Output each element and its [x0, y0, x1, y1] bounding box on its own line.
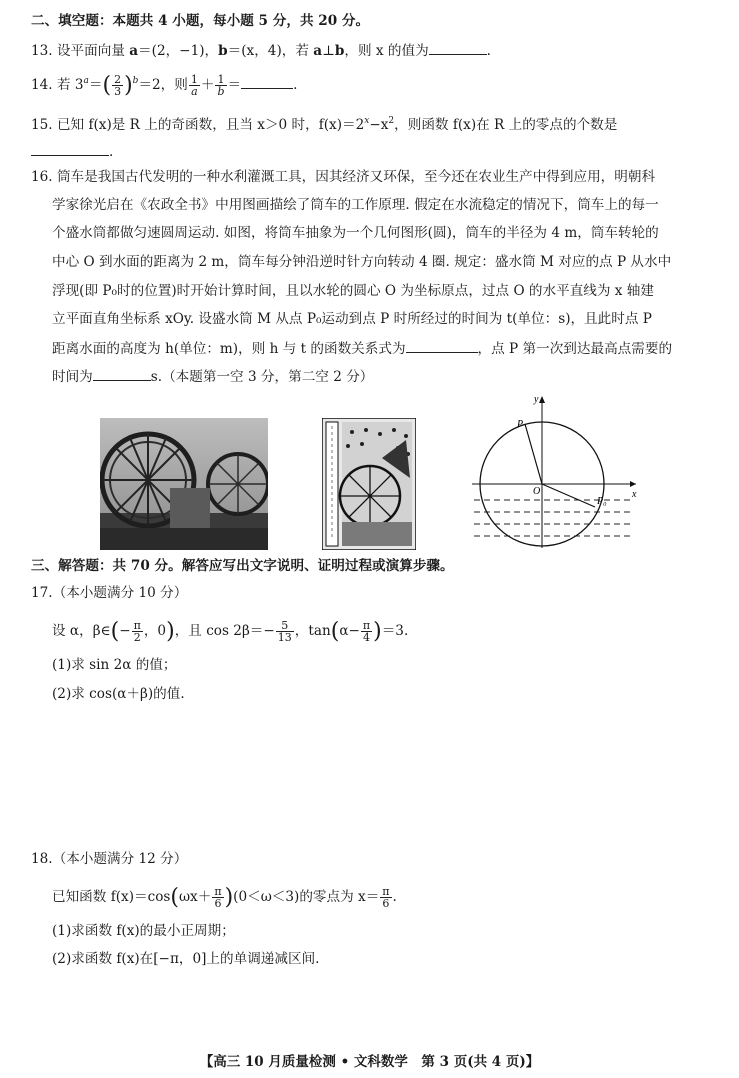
coordinate-diagram: [470, 392, 642, 552]
q13-vector-b2: b: [334, 43, 345, 59]
radius-op0: [542, 484, 595, 507]
q13-eq2: ＝(x，4)，若: [227, 43, 314, 59]
q17-condition: [52, 620, 408, 643]
y-axis-label: y: [534, 394, 539, 405]
q17-part-2: (2)求 cos(α＋β)的值.: [52, 686, 185, 702]
q18-paren-close: ): [224, 885, 234, 910]
q14-paren-open: (: [102, 73, 112, 98]
q18-stmt-a: 已知函数 f(x)＝cos: [52, 889, 171, 905]
q17-five: 5: [276, 620, 294, 632]
q17-pi: π: [133, 619, 141, 632]
q17-frac-pi-4: [361, 620, 372, 643]
q14-frac2-num: 1: [215, 74, 226, 86]
x-axis-label: x: [632, 489, 637, 500]
q16-line-4: 中心 O 到水面的距离为 2 m，筒车每分钟沿逆时针方向转动 4 圈. 规定：盛水筒 M 对应的点 P 从水中: [52, 254, 672, 270]
q17-paren-open: (: [110, 619, 120, 644]
q17-cond-g: ＝3.: [381, 623, 409, 639]
q18-pi: π: [214, 885, 222, 898]
q18-frac-pi-6: [212, 886, 223, 909]
q18-stmt-c: (0＜ω＜3)的零点为 x＝: [233, 889, 380, 905]
q17-two: 2: [133, 631, 141, 644]
q17-cond-a: 设 α，β∈: [52, 623, 111, 639]
question-13: [31, 40, 491, 60]
q14-frac-num: 2: [114, 73, 122, 86]
q13-prefix: 13. 设平面向量: [31, 43, 130, 59]
q17-cond-e: ，tan: [294, 623, 331, 639]
q17-paren2-open: (: [330, 619, 340, 644]
q15-text-b: −x: [369, 117, 389, 133]
q13-perp: ⊥: [322, 43, 335, 59]
q18-six-2: 6: [382, 897, 390, 910]
q18-part-2: (2)求函数 f(x)在[−π，0]上的单调递减区间.: [52, 951, 320, 967]
ancient-book-illustration: [322, 418, 416, 550]
q17-paren-close: ): [166, 619, 175, 644]
q15-text-a: 15. 已知 f(x)是 R 上的奇函数，且当 x＞0 时，f(x)＝2: [31, 117, 365, 133]
point-p-label: P: [517, 419, 524, 430]
q13-eq1: ＝(2，−1)，: [138, 43, 219, 59]
q18-six: 6: [214, 897, 222, 910]
q13-suffix: ，则 x 的值为: [344, 43, 429, 59]
q13-end: .: [486, 43, 491, 59]
q14-mid: ＝2，则: [138, 77, 188, 93]
q18-stmt-b: ωx＋: [178, 889, 212, 905]
q16-l8-a: 时间为: [52, 369, 93, 385]
q13-vector-b: b: [218, 43, 228, 59]
q14-exp-a: a: [83, 76, 89, 86]
q13-vector-a: a: [129, 43, 139, 59]
q17-frac-pi-2: [132, 620, 143, 643]
q16-line-7: [52, 338, 672, 358]
q14-eq2: ＝: [227, 77, 242, 93]
question-14: [31, 72, 297, 97]
q14-frac-den: 3: [114, 85, 122, 98]
q18-part-1: (1)求函数 f(x)的最小正周期；: [52, 923, 235, 939]
q16-line-1: 16. 筒车是我国古代发明的一种水利灌溉工具，因其经济又环保，至今还在农业生产中得到应用，明朝科: [31, 169, 656, 185]
q14-end: .: [293, 77, 298, 93]
q16-line-2: 学家徐光启在《农政全书》中用图画描绘了筒车的工作原理. 假定在水流稳定的情况下，筒车上的每一: [52, 197, 659, 213]
q15-exp-2: 2: [388, 116, 395, 126]
q14-frac-1-b: [215, 74, 226, 97]
q17-frac-5-13: [276, 620, 294, 643]
q16-line-3: 个盛水筒都做匀速圆周运动. 如图，将筒车抽象为一个几何图形(圆)，筒车的半径为 4 m，筒车转轮的: [52, 225, 659, 241]
q14-frac2-den: b: [217, 85, 225, 98]
q17-cond-d: ，且 cos 2β＝−: [174, 623, 275, 639]
q18-pi-2: π: [382, 885, 390, 898]
q16-line-8: [52, 366, 373, 386]
q17-thirteen: 13: [277, 631, 292, 644]
q14-frac-2-3: [112, 74, 123, 97]
y-axis-arrow: [539, 396, 545, 403]
q17-minus: −: [119, 623, 131, 639]
point-p0-label: P₀: [597, 496, 607, 507]
answer-blank-13[interactable]: [429, 40, 487, 55]
origin-label: O: [533, 486, 541, 497]
q15-exp-x: x: [364, 116, 370, 126]
section-heading-fill-in: 二、填空题：本题共 4 小题，每小题 5 分，共 20 分。: [31, 13, 370, 29]
answer-blank-16a[interactable]: [406, 338, 478, 353]
q17-pi-2: π: [362, 619, 371, 632]
q14-exp-b: b: [132, 76, 139, 86]
q17-cond-c: ，0: [143, 623, 167, 639]
q16-l7-a: 距离水面的高度为 h(单位：m)，则 h 与 t 的函数关系式为: [52, 341, 406, 357]
q14-paren-close: ): [124, 73, 133, 98]
water-level-lines: [474, 500, 630, 536]
page-footer: 【高三 10 月质量检测 • 文科数学 第 3 页(共 4 页)】: [199, 1054, 540, 1070]
q18-frac-pi-6-b: [380, 886, 391, 909]
q16-line-5: 浮现(即 P₀时的位置)时开始计算时间，且以水轮的圆心 O 为坐标原点，过点 O 的水平直线为 x 轴建: [52, 283, 654, 299]
q17-cond-f: α−: [339, 623, 360, 639]
section-heading-answers: 三、解答题：共 70 分。解答应写出文字说明、证明过程或演算步骤。: [31, 558, 454, 574]
answer-blank-16b[interactable]: [93, 366, 151, 381]
q17-paren2-close: ): [373, 619, 382, 644]
q14-eq: ＝: [88, 77, 103, 93]
waterwheel-photo: [100, 418, 268, 550]
q13-vector-a2: a: [313, 43, 323, 59]
q14-frac1-den: a: [191, 85, 198, 98]
q18-stmt-d: .: [392, 889, 397, 905]
q18-statement: [52, 886, 397, 909]
q15-end: .: [109, 144, 114, 160]
q17-part-1: (1)求 sin 2α 的值；: [52, 657, 177, 673]
q14-frac1-num: 1: [190, 73, 198, 86]
q15-text-c: ，则函数 f(x)在 R 上的零点的个数是: [394, 117, 618, 133]
q18-title: 18.（本小题满分 12 分）: [31, 851, 188, 867]
q17-four: 4: [363, 631, 370, 644]
question-15-line-1: [31, 112, 617, 134]
q14-frac-1-a: [189, 74, 200, 97]
q18-paren-open: (: [170, 885, 179, 910]
question-15-line-2: [31, 141, 113, 161]
radius-op: [525, 424, 542, 484]
q14-prefix: 14. 若 3: [31, 77, 84, 93]
answer-blank-15[interactable]: [31, 141, 109, 156]
q17-title: 17.（本小题满分 10 分）: [31, 585, 188, 601]
x-axis-arrow: [630, 481, 636, 487]
q16-line-6: 立平面直角坐标系 xOy. 设盛水筒 M 从点 P₀运动到点 P 时所经过的时间为 t(单位：s)，且此时点 P: [52, 311, 652, 327]
q16-l8-b: s.（本题第一空 3 分，第二空 2 分）: [150, 369, 374, 385]
answer-blank-14[interactable]: [241, 74, 293, 89]
q16-l7-b: ，点 P 第一次到达最高点需要的: [477, 341, 673, 357]
q14-plus: ＋: [200, 77, 215, 93]
